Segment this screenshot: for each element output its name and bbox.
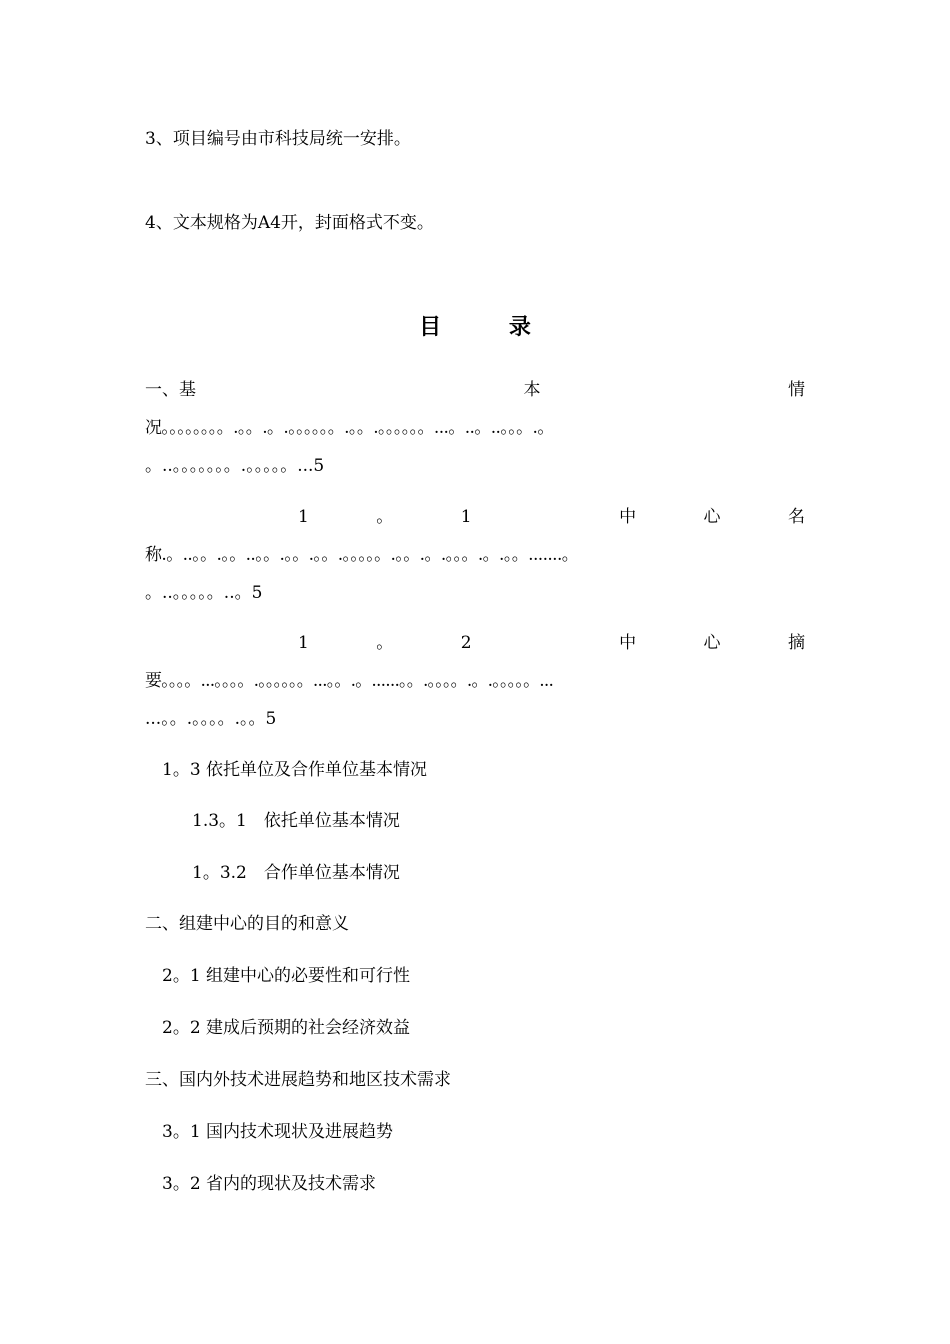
toc-entry-1-3-2: 1。3.2 合作单位基本情况 [192,863,400,883]
toc-text: 摘 [788,633,805,653]
toc-leader: 称.。..。。.。。..。。.。。.。。.。。。。。.。。.。.。。。.。.。。.......。 [145,545,579,565]
toc-entry-1-3: 1。3 依托单位及合作单位基本情况 [162,760,428,780]
toc-entry-basic-info [145,379,805,401]
toc-entry-center-summary [298,632,805,654]
toc-text: 心 [703,507,721,527]
toc-title: 目 录 [419,314,561,340]
toc-entry-3-2: 3。2 省内的现状及技术需求 [162,1174,377,1194]
toc-entry-center-name [298,506,805,528]
toc-entry-2-1: 2。1 组建中心的必要性和可行性 [162,966,411,986]
toc-text: 中 [619,633,637,653]
toc-text: 1 [460,507,472,527]
toc-text: 1 [298,507,309,527]
toc-leader-page: 。..。。。。。..。5 [145,583,263,603]
note-text-format: 4、文本规格为A4开，封面格式不变。 [145,213,434,233]
toc-text: 本 [523,380,541,400]
toc-text: 名 [788,507,805,527]
toc-leader: 况。。。。。。。。.。。.。.。。。。。。.。。.。。。。。。...。..。..。。。.。 [145,418,554,438]
toc-text: 中 [619,507,637,527]
toc-entry-2: 二、组建中心的目的和意义 [145,914,349,934]
toc-entry-3-1: 3。1 国内技术现状及进展趋势 [162,1122,394,1142]
toc-leader: 要。。。。...。。。。.。。。。。。...。。.。......。。.。。。。.。.。。。。。... [145,671,554,691]
toc-text: 一、基 [145,380,196,400]
note-project-number: 3、项目编号由市科技局统一安排。 [145,129,411,149]
toc-text: 2 [460,633,472,653]
toc-text: 。 [376,507,394,527]
toc-text: 1 [298,633,309,653]
toc-text: 情 [788,380,805,400]
toc-text: 心 [703,633,721,653]
toc-entry-1-3-1: 1.3。1 依托单位基本情况 [192,811,400,831]
toc-entry-2-2: 2。2 建成后预期的社会经济效益 [162,1018,411,1038]
toc-entry-3: 三、国内外技术进展趋势和地区技术需求 [145,1070,451,1090]
toc-text: 。 [376,633,394,653]
toc-leader-page: ...。。.。。。。.。。5 [145,709,277,729]
toc-leader-page: 。..。。。。。。。.。。。。。...5 [145,456,325,476]
